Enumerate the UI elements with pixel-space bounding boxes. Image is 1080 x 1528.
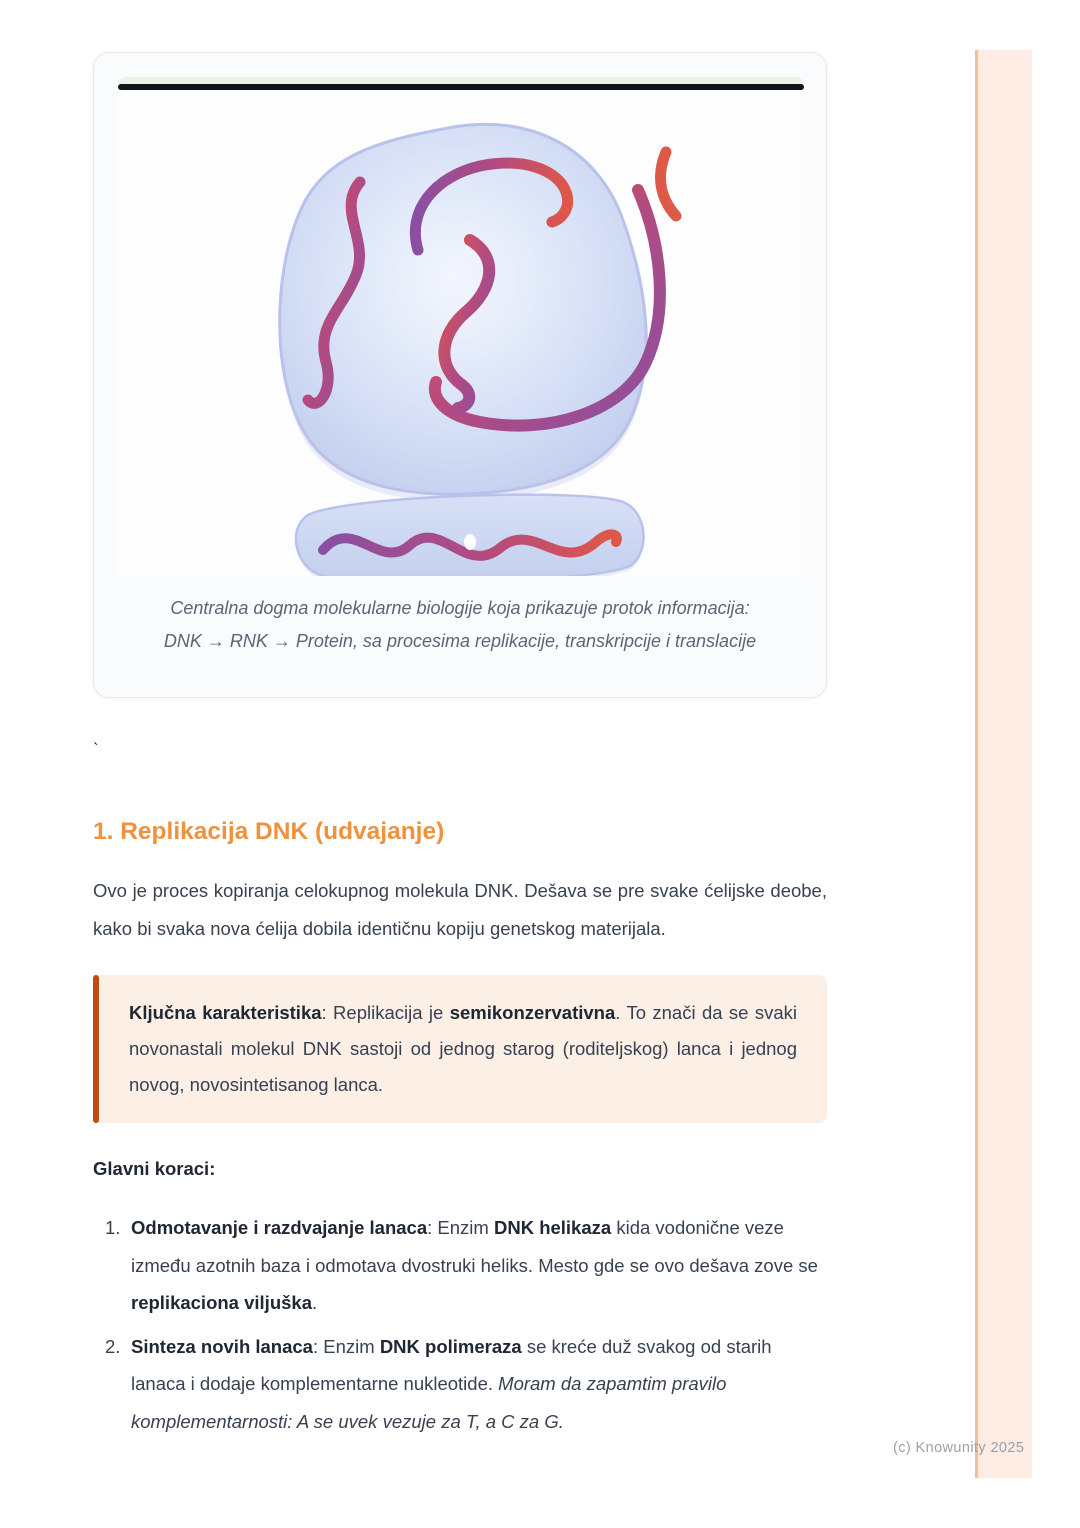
stray-backtick-text: ` [93, 740, 99, 759]
ribbon-right-hook [661, 152, 676, 216]
intro-paragraph: Ovo je proces kopiranja celokupnog molekula DNK. Dešava se pre svake ćelijske deobe, kako bi svaka nova ćelija dobila identičnu kopiju genetskog materijala. [93, 880, 827, 939]
callout-text: Ključna karakteristika: Replikacija je semikonzervativna. To znači da se svaki novonastali molekul DNK sastoji od jednog starog (roditeljskog) lanca i jednog novog, novosintetisanog lanca. [129, 1002, 798, 1095]
copyright-watermark: (c) Knowunity 2025 [893, 1440, 1025, 1456]
figure-caption [118, 592, 802, 658]
band-highlight-dot [464, 534, 476, 550]
figure-caption-line1: Centralna dogma molekularne biologije koja prikazuje protok informacija: [170, 598, 750, 618]
media-top-strip [118, 77, 804, 84]
step-number: 2. [105, 1335, 121, 1357]
step-item-1 [105, 1209, 827, 1322]
figure-card [93, 52, 827, 698]
dna-rna-protein-illustration [118, 90, 804, 576]
step-text: Odmotavanje i razdvajanje lanaca: Enzim DNK helikaza kida vodonične veze između azotnih baza i odmotava dvostruki heliks. Mesto gde se ovo dešava zove se replikaciona viljuška. [131, 1217, 818, 1313]
figure-image [118, 77, 804, 576]
steps-list [93, 1209, 827, 1440]
decorative-side-stripe [975, 50, 1032, 1478]
callout-accent-bar [93, 975, 99, 1123]
key-callout [93, 975, 827, 1123]
step-item-2 [105, 1328, 827, 1441]
figure-caption-line2: DNK → RNK → Protein, sa procesima replikacije, transkripcije i translacije [163, 631, 757, 651]
section-heading: 1. Replikacija DNK (udvajanje) [93, 818, 445, 845]
step-text: Sinteza novih lanaca: Enzim DNK polimeraza se kreće duž svakog od starih lanaca i dodaje komplementarne nukleotide. Moram da zapamtim pravilo komplementarnosti: A se uvek vezuje za T, a C za G. [131, 1335, 772, 1432]
step-number: 1. [105, 1217, 121, 1238]
note-content [93, 52, 827, 1446]
steps-heading: Glavni koraci: [93, 1158, 216, 1179]
